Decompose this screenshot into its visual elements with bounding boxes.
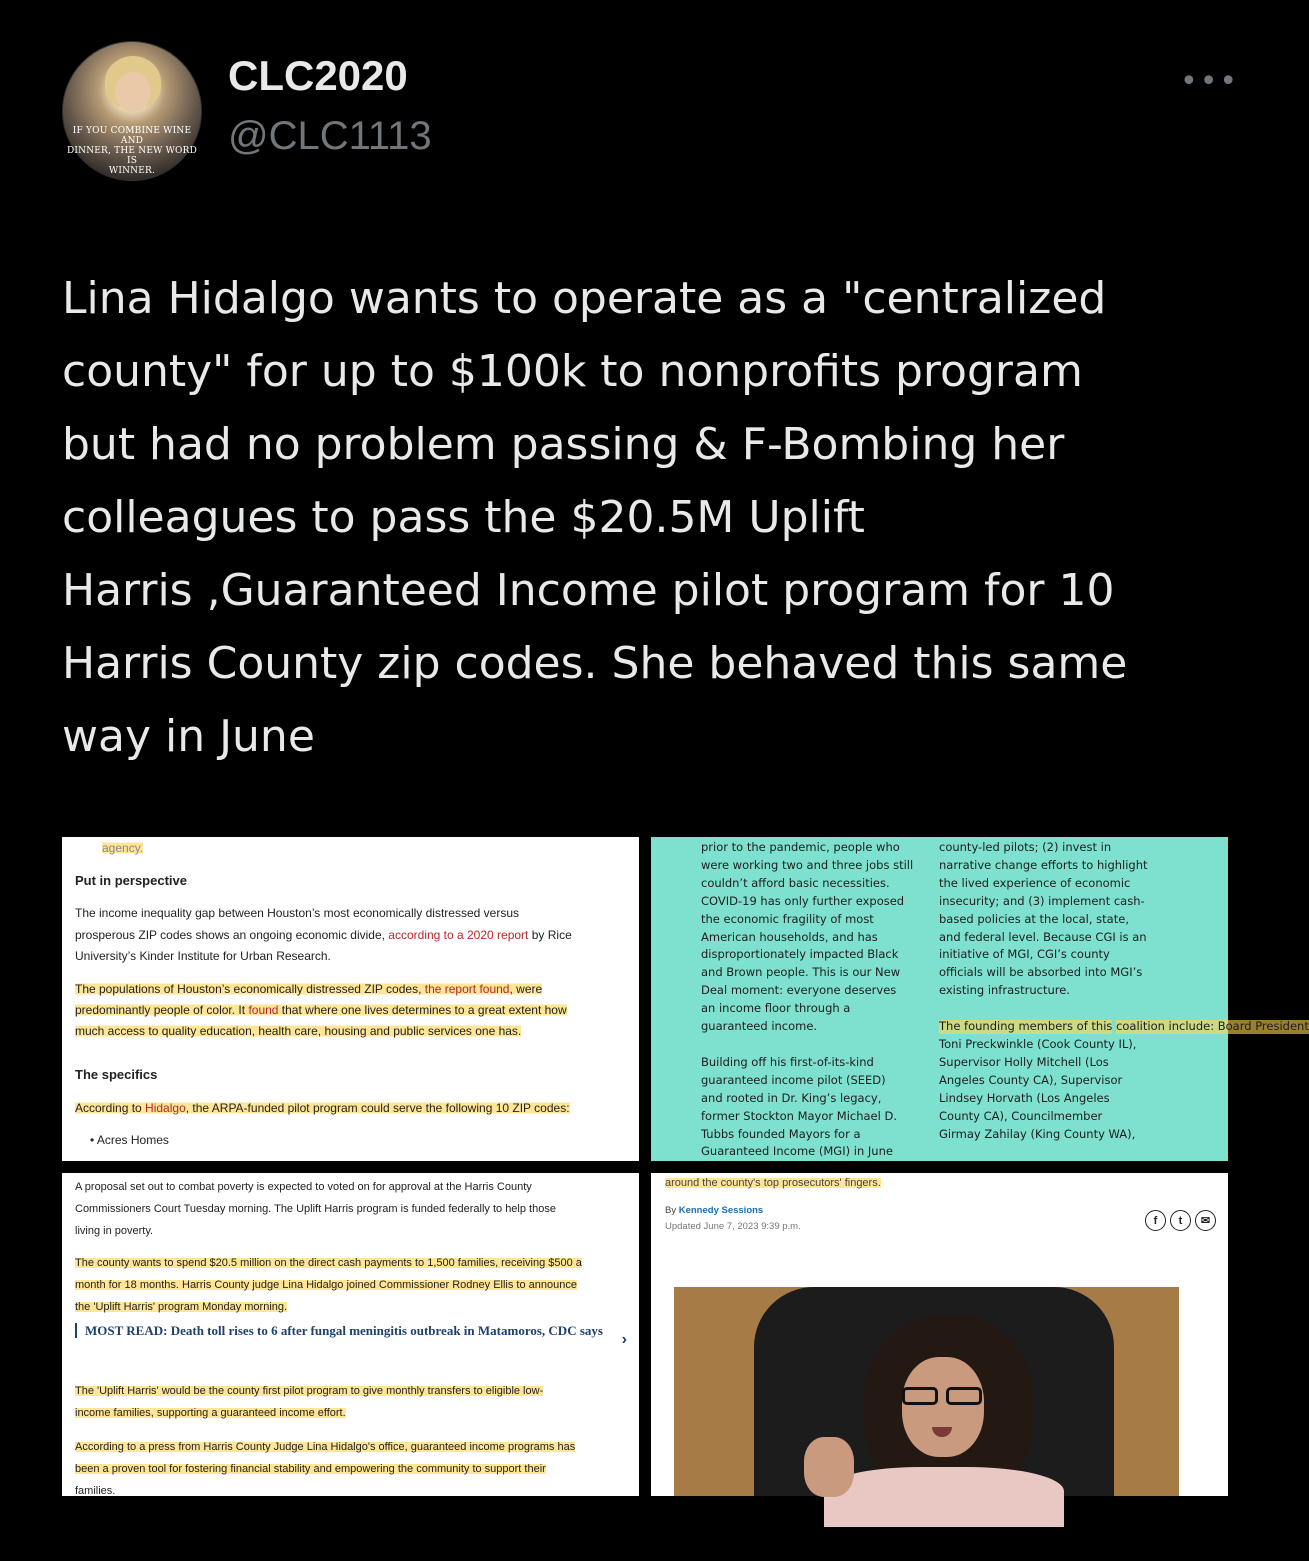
avatar-caption: IF YOU COMBINE WINE AND DINNER, THE NEW WORD IS WINNER. xyxy=(66,126,198,176)
share-icons xyxy=(1145,1210,1216,1231)
twitter-icon[interactable]: t xyxy=(1170,1210,1191,1231)
author-avatar[interactable] xyxy=(62,41,202,181)
author-display-name[interactable]: CLC2020 xyxy=(228,52,408,99)
most-read-link[interactable]: MOST READ: Death toll rises to 6 after fungal meningitis outbreak in Matamoros, CDC says xyxy=(75,1323,625,1338)
panel2-left-column: prior to the pandemic, people who were working two and three jobs still couldn’t afford basic necessities. COVID-19 has only further exposed the economic fragility of most American households, and has disproportionately impacted Black and Brown people. This is our New Deal moment: everyone deserves an income floor through a guaranteed income. Building off his first-of-its-kind guaranteed income pilot (SEED) and rooted in Dr. King’s legacy, former Stockton Mayor Michael D. Tubbs founded Mayors for a Guaranteed Income (MGI) in June xyxy=(701,840,914,1159)
facebook-icon[interactable]: f xyxy=(1145,1210,1166,1231)
media-image-1[interactable]: agency. Put in perspective The income inequality gap between Houston’s most economically distressed versus prosperous ZIP codes shows an ongoing economic divide, according to a 2020 report by Rice University’s Kinder Institute for Urban Research. The populations of Houston’s economically distressed ZIP codes, the report found, were predominantly people of color. It found that where one lives determines to a great extent how much access to quality education, health care, housing and public services one has. The specifics According to Hidalgo, the ARPA-funded pilot program could serve the following 10 ZIP codes: • Acres Homes xyxy=(62,837,639,1161)
media-image-2[interactable] xyxy=(651,837,1309,1161)
media-image-4[interactable]: around the county's top prosecutors' fingers. By Kennedy Sessions Updated June 7, 2023 9:39 p.m. f t ✉ xyxy=(651,1173,1228,1496)
author-handle[interactable]: @CLC1113 xyxy=(228,114,432,158)
media-image-3[interactable]: A proposal set out to combat poverty is expected to voted on for approval at the Harris County Commissioners Court Tuesday morning. The Uplift Harris program is funded federally to help those living in poverty. The county wants to spend $20.5 million on the direct cash payments to 1,500 families, receiving $500 a month for 18 months. Harris County judge Lina Hidalgo joined Commissioner Rodney Ellis to announce the 'Uplift Harris' program Monday morning. MOST READ: Death toll rises to 6 after fungal meningitis outbreak in Matamoros, CDC says › The 'Uplift Harris' would be the county first pilot program to give monthly transfers to eligible low- income families, supporting a guaranteed income effort. According to a press from Harris County Judge Lina Hidalgo's office, guaranteed income programs has been a proven tool for fostering financial stability and empowering the community to support their families. xyxy=(62,1173,639,1496)
chevron-right-icon[interactable]: › xyxy=(621,1331,627,1348)
article-photo xyxy=(674,1287,1179,1496)
email-icon[interactable]: ✉ xyxy=(1195,1210,1216,1231)
author-link[interactable]: Kennedy Sessions xyxy=(678,1205,764,1216)
tweet-text: Lina Hidalgo wants to operate as a "centralized county" for up to $100k to nonprofits program but had no problem passing & F-Bombing her colleagues to pass the $20.5M Uplift Harris ,Guaranteed Income pilot program for 10 Harris County zip codes. She behaved this same way in June xyxy=(62,273,1128,762)
avatar-figure-face xyxy=(115,72,151,112)
panel2-right-column: county-led pilots; (2) invest in narrative change efforts to highlight the lived experience of economic insecurity; and (3) implement cash- based policies at the local, state, and federal level. Because CGI is an initiative of MGI, CGI’s county officials will be absorbed into MGI’s existing infrastructure. The founding members of this coalition include: Board President Toni Preckwinkle (Cook County IL), Supervisor Holly Mitchell (Los Angeles County CA), Supervisor Lindsey Horvath (Los Angeles County CA), Councilmember Girmay Zahilay (King County WA), xyxy=(939,840,1309,1141)
media-grid xyxy=(62,837,1309,1497)
more-options-icon[interactable]: ••• xyxy=(1180,64,1240,99)
